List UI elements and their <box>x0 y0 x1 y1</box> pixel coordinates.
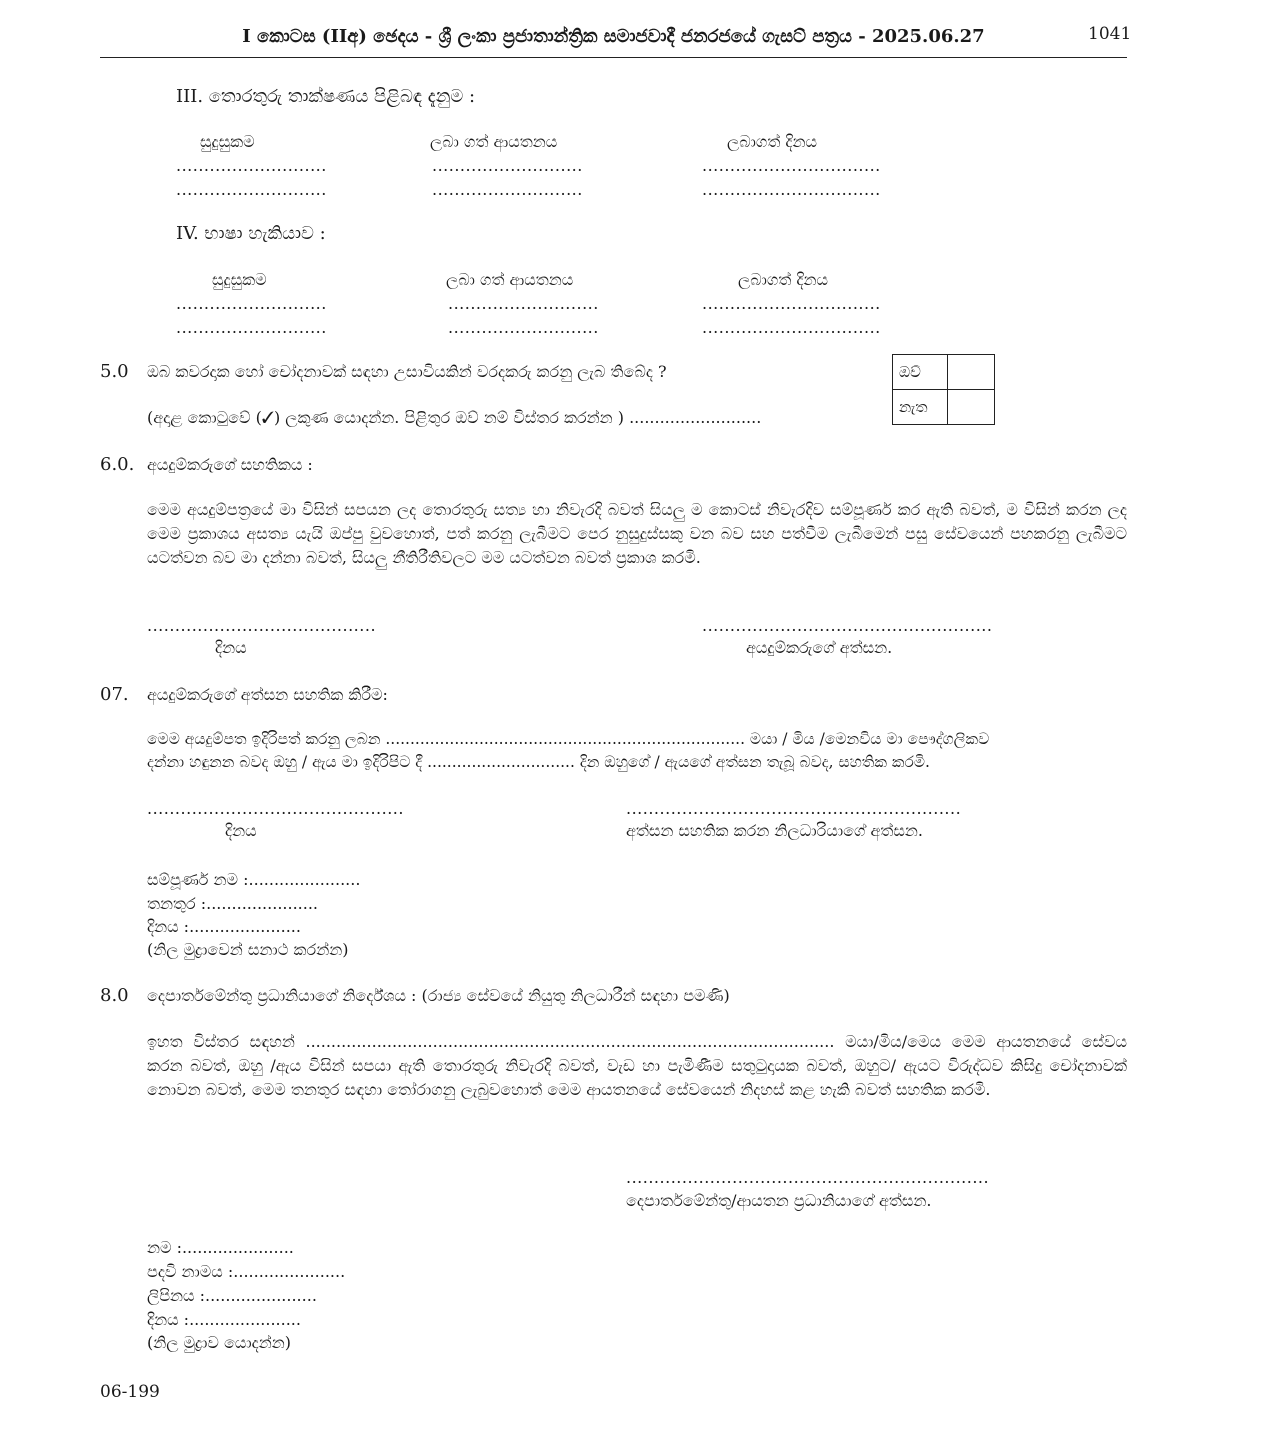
yes-checkbox[interactable] <box>948 355 995 390</box>
section-4-field[interactable]: ........................... <box>176 294 327 313</box>
head-address-field[interactable]: ලිපිනය :...................... <box>147 1286 317 1305</box>
section-5-instruction: (අදාළ කොටුවේ (✓) ලකුණ යොදන්න. පිළිතුර ඔව් නම් විස්තර කරන්න ) .......................... <box>147 408 762 427</box>
section-3-field[interactable]: ........................... <box>432 180 583 199</box>
section-4-field[interactable]: ........................... <box>448 294 599 313</box>
section-3-field[interactable]: ................................ <box>702 156 881 175</box>
officer-seal-note: (නිල මුද්‍රාවෙන් සනාථ කරන්න) <box>147 940 349 959</box>
gazette-header-title: I කොටස (IIඅ) ඡෙදය - ශ්‍රී ලංකා ප්‍රජාතාන්ත්‍රික සමාජවාදී ජනරජයේ ගැසට් පත්‍රය - 2025.06.27 <box>242 26 985 47</box>
attestation-line-2: දන්නා හඳුනන බවද ඔහු / ඇය මා ඉදිරිපිට දී .............................. දින ඔහුගේ / ඇයගේ අත්සන තැබූ බවද, සහතික කරමි. <box>147 753 930 771</box>
officer-full-name-field[interactable]: සම්පූර්ණ නම :...................... <box>147 870 361 889</box>
section-4-col-qualification: සුදුසුකම <box>212 270 267 289</box>
section-4-field[interactable]: ................................ <box>702 318 881 337</box>
officer-position-field[interactable]: තනතුර :...................... <box>147 894 319 913</box>
no-label: නැත <box>893 390 948 425</box>
section-4-field[interactable]: ........................... <box>176 318 327 337</box>
page-number: 1041 <box>1088 24 1132 44</box>
applicant-date-label: දිනය <box>215 638 247 657</box>
officer-signature-label: අත්සන සහතික කරන නිලධාරියාගේ අත්සන. <box>626 821 923 840</box>
section-8-number: 8.0 <box>100 985 129 1006</box>
footer-code: 06-199 <box>100 1382 160 1402</box>
head-designation-field[interactable]: පදවි නාමය :...................... <box>147 1262 346 1281</box>
head-signature-field[interactable]: ................................................................. <box>626 1168 990 1187</box>
head-seal-note: (නිල මුද්‍රාව යොදන්න) <box>147 1333 291 1352</box>
section-3-col-institution: ලබා ගත් ආයතනය <box>430 132 558 151</box>
yes-no-checkbox-table <box>892 354 995 425</box>
attestation-date-label: දිනය <box>225 821 257 840</box>
no-checkbox[interactable] <box>948 390 995 425</box>
applicant-signature-label: අයදුම්කරුගේ අත්සන. <box>746 638 893 657</box>
header-divider <box>100 57 1127 58</box>
applicant-date-field[interactable]: ......................................... <box>147 616 377 635</box>
section-8-title: දෙපාර්තමේන්තු ප්‍රධානියාගේ නිර්දේශය : (රාජ්‍ය සේවයේ නියුතු නිලධාරීන් සඳහා පමණි) <box>147 986 730 1005</box>
attestation-line-1: මෙම අයදුම්පත ඉදිරිපත් කරනු ලබන ......................................................................... මයා / මිය /මෙනවිය මා පෞද්ගලිකව <box>147 730 990 748</box>
section-5-question: ඔබ කවරදාක හෝ චෝදනාවක් සඳහා උසාවියකින් වරදකරු කරනු ලැබ තිබේද ? <box>147 362 667 381</box>
head-recommendation-paragraph: ඉහත විස්තර සඳහන් ........................................................................................................ මයා/මිය/මෙය මෙම ආයතනයේ සේවය කරන බවත්, ඔහු /ඇය විසින් සපයා ඇති තොරතුරු නිවැරදි බවත්, වැඩ හා පැමිණීම සතුටුදායක බවත්, ඔහුට/ ඇයට විරුද්ධව කිසිදු චෝදනාවක් නොවන බවත්, මෙම තනතුර සඳහා තෝරාගනු ලැබුවහොත් මෙම ආයතනයේ සේවයෙන් නිදහස් කළ හැකි බවත් සහතික කරමි. <box>147 1032 1127 1099</box>
attestation-date-field[interactable]: .............................................. <box>147 799 404 818</box>
head-name-field[interactable]: නම :...................... <box>147 1238 294 1257</box>
section-3-field[interactable]: ................................ <box>702 180 881 199</box>
section-5-number: 5.0 <box>100 361 129 382</box>
section-7-title: අයදුම්කරුගේ අත්සන සහතික කිරීම: <box>147 685 388 704</box>
section-3-field[interactable]: ........................... <box>432 156 583 175</box>
section-3-title: III. තොරතුරු තාක්ෂණය පිළිබඳ දැනුම : <box>176 86 476 107</box>
section-6-title: අයදුම්කරුගේ සහතිකය : <box>147 455 313 474</box>
applicant-declaration-paragraph: මෙම අයදුම්පත්‍රයේ මා විසින් සපයන ලද තොරතුරු සත්‍ය හා නිවැරදි බවත් සියලු ම කොටස් නිවැරදිව සම්පූර්ණ කර ඇති බවත්, ම විසින් කරන ලද මෙම ප්‍රකාශය අසත්‍ය යැයි ඔප්පු වුවහොත්, පත් කරනු ලැබීමට පෙර නුසුදුස්සකු වන බව සහ පත්වීම ලැබීමෙන් පසු සේවයෙන් පහකරනු ලැබීමට යටත්වන බව මා දන්නා බවත්, සියලු නීතිරීතිවලට මම යටත්වන බවත් ප්‍රකාශ කරමි. <box>147 500 1127 567</box>
section-3-field[interactable]: ........................... <box>176 156 327 175</box>
section-3-col-date: ලබාගත් දිනය <box>727 132 818 151</box>
officer-signature-field[interactable]: ............................................................ <box>626 799 962 818</box>
section-3-field[interactable]: ........................... <box>176 180 327 199</box>
yes-label: ඔව් <box>893 355 948 390</box>
applicant-signature-field[interactable]: .................................................... <box>702 616 993 635</box>
section-6-number: 6.0. <box>100 454 135 475</box>
section-3-col-qualification: සුදුසුකම <box>200 132 255 151</box>
section-4-field[interactable]: ................................ <box>702 294 881 313</box>
section-7-number: 07. <box>100 684 129 705</box>
officer-date-field[interactable]: දිනය :...................... <box>147 917 301 936</box>
section-4-title: IV. භාෂා හැකියාව : <box>176 223 326 244</box>
section-4-field[interactable]: ........................... <box>448 318 599 337</box>
section-4-col-institution: ලබා ගත් ආයතනය <box>446 270 574 289</box>
head-date-field[interactable]: දිනය :...................... <box>147 1310 301 1329</box>
section-4-col-date: ලබාගත් දිනය <box>738 270 829 289</box>
head-signature-label: දෙපාර්තමේන්තු/ආයතන ප්‍රධානියාගේ අත්සන. <box>626 1191 932 1210</box>
